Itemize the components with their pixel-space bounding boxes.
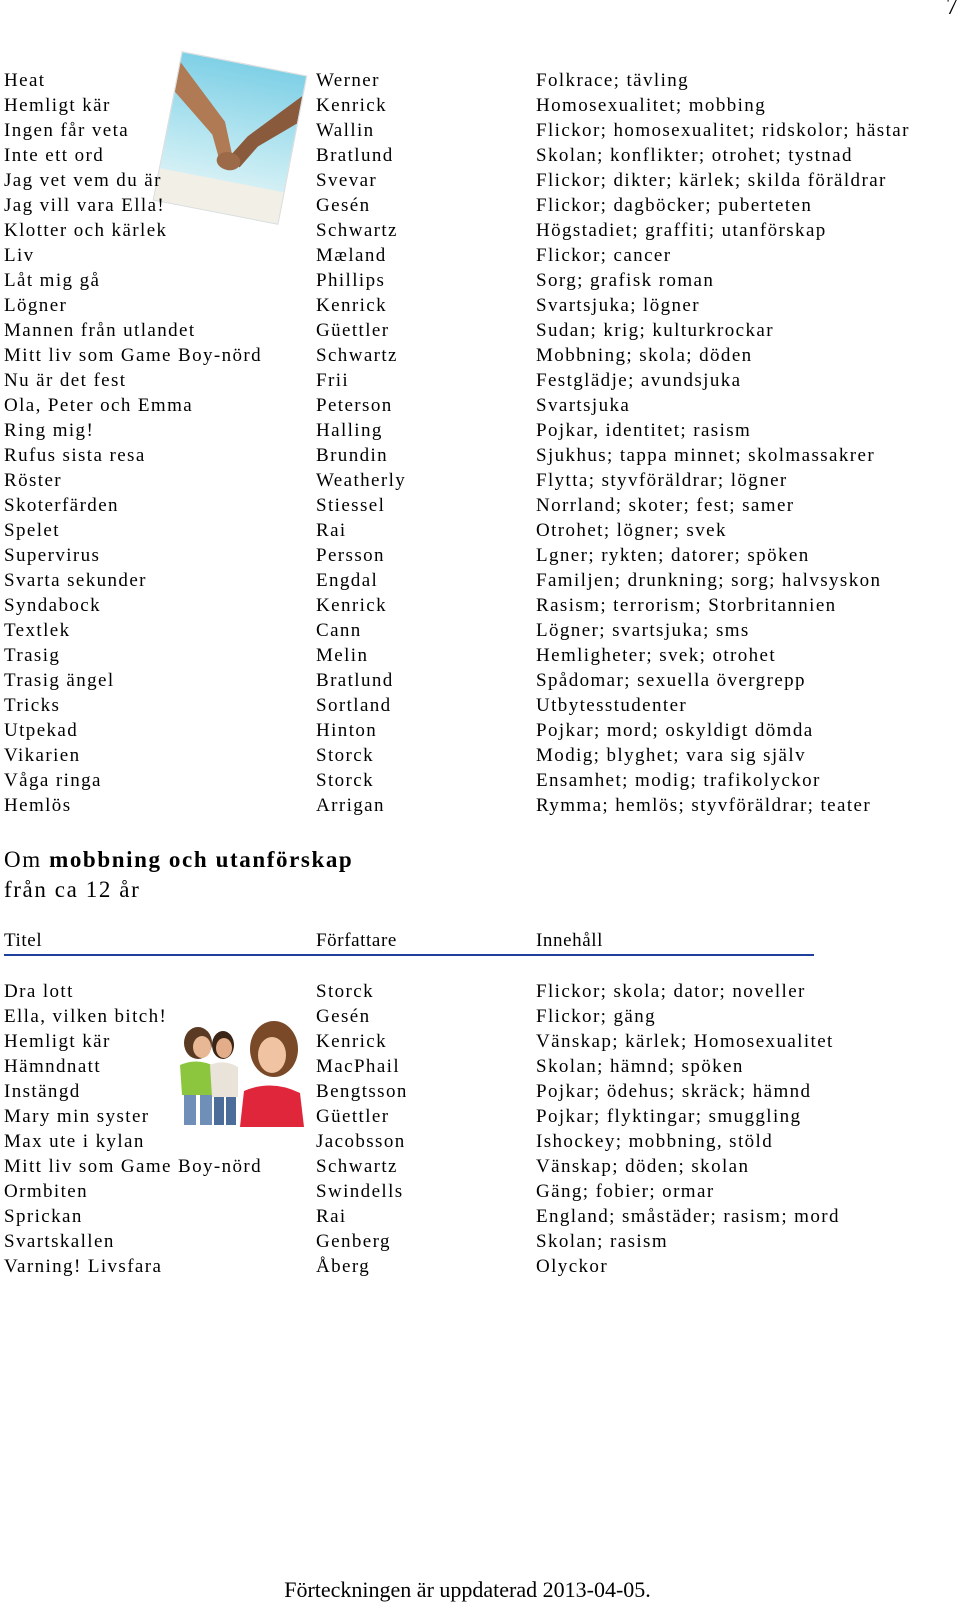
book-author: Halling	[316, 420, 383, 441]
book-content: Flytta; styvföräldrar; lögner	[536, 470, 788, 491]
book-content: Skolan; hämnd; spöken	[536, 1056, 744, 1077]
book-content: Lögner; svartsjuka; sms	[536, 620, 750, 641]
book-title: Mitt liv som Game Boy-nörd	[4, 345, 263, 366]
book-title: Låt mig gå	[4, 270, 101, 291]
book-content: Pojkar; mord; oskyldigt dömda	[536, 720, 814, 741]
book-author: Svevar	[316, 170, 378, 191]
book-author: Peterson	[316, 395, 393, 416]
book-title: Mitt liv som Game Boy-nörd	[4, 1156, 263, 1177]
book-author: Kenrick	[316, 295, 387, 316]
book-content: Pojkar, identitet; rasism	[536, 420, 752, 441]
book-title: Supervirus	[4, 545, 101, 566]
book-author: Stiessel	[316, 495, 386, 516]
column-header-author: Författare	[316, 930, 397, 951]
book-content: Norrland; skoter; fest; samer	[536, 495, 795, 516]
book-content: Sudan; krig; kulturkrockar	[536, 320, 774, 341]
book-content: Folkrace; tävling	[536, 70, 690, 91]
book-title: Liv	[4, 245, 35, 266]
book-author: Schwartz	[316, 220, 398, 241]
section-heading-topic: mobbning och utanförskap	[49, 847, 354, 872]
book-title: Skoterfärden	[4, 495, 119, 516]
book-author: Brundin	[316, 445, 389, 466]
book-author: Storck	[316, 745, 375, 766]
book-title: Hemlös	[4, 795, 72, 816]
book-title: Syndabock	[4, 595, 102, 616]
book-title: Trasig ängel	[4, 670, 115, 691]
book-author: Schwartz	[316, 345, 398, 366]
book-title: Ola, Peter och Emma	[4, 395, 194, 416]
page-number: 7	[946, 0, 958, 20]
column-header-content: Innehåll	[536, 930, 604, 951]
book-author: Cann	[316, 620, 362, 641]
book-title: Ella, vilken bitch!	[4, 1006, 168, 1027]
book-content: Flickor; skola; dator; noveller	[536, 981, 806, 1002]
section-heading-age: från ca 12 år	[4, 877, 141, 902]
book-content: Skolan; konflikter; otrohet; tystnad	[536, 145, 853, 166]
book-title: Jag vill vara Ella!	[4, 195, 166, 216]
book-author: Sortland	[316, 695, 392, 716]
book-content: Mobbning; skola; döden	[536, 345, 753, 366]
book-title: Utpekad	[4, 720, 79, 741]
book-content: Vänskap; döden; skolan	[536, 1156, 750, 1177]
book-title: Hemligt kär	[4, 95, 111, 116]
book-author: Melin	[316, 645, 369, 666]
book-title: Mannen från utlandet	[4, 320, 196, 341]
book-author: Gesén	[316, 1006, 371, 1027]
book-content: Högstadiet; graffiti; utanförskap	[536, 220, 827, 241]
book-content: Flickor; cancer	[536, 245, 672, 266]
book-author: Güettler	[316, 1106, 390, 1127]
book-title: Trasig	[4, 645, 61, 666]
book-author: Bratlund	[316, 145, 394, 166]
book-author: Engdal	[316, 570, 379, 591]
book-author: Genberg	[316, 1231, 391, 1252]
book-author: Rai	[316, 1206, 347, 1227]
book-title: Lögner	[4, 295, 68, 316]
book-title: Mary min syster	[4, 1106, 150, 1127]
book-content: Homosexualitet; mobbing	[536, 95, 767, 116]
book-author: Rai	[316, 520, 347, 541]
book-title: Inte ett ord	[4, 145, 105, 166]
book-title: Röster	[4, 470, 63, 491]
book-author: Frii	[316, 370, 350, 391]
book-content: Svartsjuka	[536, 395, 631, 416]
column-header-title: Titel	[4, 930, 43, 951]
book-author: Weatherly	[316, 470, 407, 491]
book-title: Klotter och kärlek	[4, 220, 168, 241]
book-author: Kenrick	[316, 95, 387, 116]
book-content: Ishockey; mobbning, stöld	[536, 1131, 774, 1152]
book-title: Nu är det fest	[4, 370, 127, 391]
section-heading-prefix: Om	[4, 847, 50, 872]
book-author: Storck	[316, 981, 375, 1002]
book-content: Modig; blyghet; vara sig själv	[536, 745, 806, 766]
book-author: MacPhail	[316, 1056, 401, 1077]
book-content: Skolan; rasism	[536, 1231, 669, 1252]
book-title: Dra lott	[4, 981, 74, 1002]
book-title: Hemligt kär	[4, 1031, 111, 1052]
book-title: Instängd	[4, 1081, 81, 1102]
book-content: Spådomar; sexuella övergrepp	[536, 670, 806, 691]
book-title: Våga ringa	[4, 770, 102, 791]
book-author: Kenrick	[316, 1031, 387, 1052]
book-content: Flickor; gäng	[536, 1006, 657, 1027]
book-content: Svartsjuka; lögner	[536, 295, 700, 316]
book-content: Pojkar; ödehus; skräck; hämnd	[536, 1081, 812, 1102]
book-title: Varning! Livsfara	[4, 1256, 163, 1277]
book-title: Svartskallen	[4, 1231, 115, 1252]
book-author: Bengtsson	[316, 1081, 408, 1102]
book-title: Sprickan	[4, 1206, 83, 1227]
book-content: Otrohet; lögner; svek	[536, 520, 727, 541]
book-content: Ensamhet; modig; trafikolyckor	[536, 770, 821, 791]
book-content: Festglädje; avundsjuka	[536, 370, 742, 391]
book-title: Rufus sista resa	[4, 445, 146, 466]
book-author: Hinton	[316, 720, 378, 741]
book-author: Mæland	[316, 245, 387, 266]
column-header-row	[4, 928, 814, 956]
book-content: Rymma; hemlös; styvföräldrar; teater	[536, 795, 872, 816]
book-title: Ormbiten	[4, 1181, 89, 1202]
book-author: Storck	[316, 770, 375, 791]
whispering-girls-photo	[168, 1015, 306, 1127]
book-title: Ingen får veta	[4, 120, 130, 141]
book-author: Werner	[316, 70, 380, 91]
book-author: Wallin	[316, 120, 375, 141]
book-content: Utbytesstudenter	[536, 695, 688, 716]
book-author: Persson	[316, 545, 385, 566]
book-title: Jag vet vem du är	[4, 170, 162, 191]
book-author: Schwartz	[316, 1156, 398, 1177]
book-author: Jacobsson	[316, 1131, 406, 1152]
book-title: Heat	[4, 70, 46, 91]
book-content: Olyckor	[536, 1256, 609, 1277]
book-author: Arrigan	[316, 795, 385, 816]
book-content: Vänskap; kärlek; Homosexualitet	[536, 1031, 834, 1052]
book-author: Phillips	[316, 270, 386, 291]
book-title: Spelet	[4, 520, 60, 541]
book-content: Familjen; drunkning; sorg; halvsyskon	[536, 570, 882, 591]
book-content: Pojkar; flyktingar; smuggling	[536, 1106, 802, 1127]
holding-hands-photo	[153, 51, 308, 225]
book-content: Lgner; rykten; datorer; spöken	[536, 545, 810, 566]
book-title: Textlek	[4, 620, 71, 641]
book-content: Hemligheter; svek; otrohet	[536, 645, 777, 666]
book-title: Ring mig!	[4, 420, 95, 441]
book-author: Bratlund	[316, 670, 394, 691]
book-content: Gäng; fobier; ormar	[536, 1181, 715, 1202]
book-author: Güettler	[316, 320, 390, 341]
book-author: Åberg	[316, 1256, 371, 1277]
book-author: Kenrick	[316, 595, 387, 616]
book-content: Rasism; terrorism; Storbritannien	[536, 595, 837, 616]
book-author: Gesén	[316, 195, 371, 216]
book-content: Sjukhus; tappa minnet; skolmassakrer	[536, 445, 876, 466]
book-title: Max ute i kylan	[4, 1131, 145, 1152]
book-title: Tricks	[4, 695, 61, 716]
book-title: Svarta sekunder	[4, 570, 147, 591]
book-content: Flickor; dagböcker; puberteten	[536, 195, 813, 216]
book-content: England; småstäder; rasism; mord	[536, 1206, 840, 1227]
book-title: Vikarien	[4, 745, 81, 766]
book-content: Sorg; grafisk roman	[536, 270, 715, 291]
book-author: Swindells	[316, 1181, 404, 1202]
section-heading	[4, 845, 353, 905]
book-content: Flickor; dikter; kärlek; skilda föräldrar	[536, 170, 887, 191]
footer-updated-note: Förteckningen är uppdaterad 2013-04-05.	[284, 1577, 651, 1602]
book-content: Flickor; homosexualitet; ridskolor; hästar	[536, 120, 910, 141]
book-title: Hämndnatt	[4, 1056, 102, 1077]
